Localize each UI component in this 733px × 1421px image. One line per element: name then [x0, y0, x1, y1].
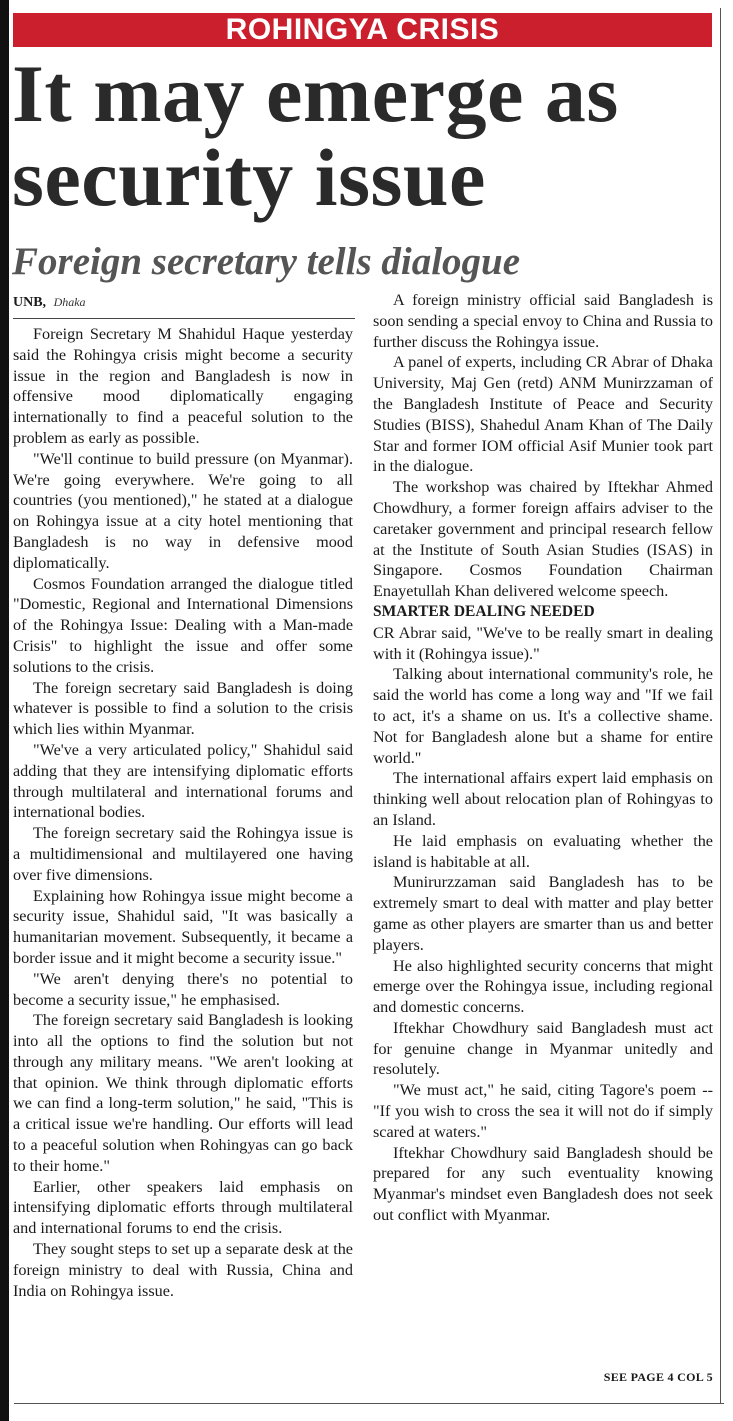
paragraph: "We must act," he said, citing Tagore's poem -- "If you wish to cross the sea it will not do if simply scared at waters." [373, 1081, 713, 1141]
paragraph: "We'll continue to build pressure (on Myanmar). We're going everywhere. We're going to all countries (you mentioned)," he stated at a dialogue on Rohingya issue at a city hotel mentioning that Bangladesh is no way in defensive mood diplomatically. [13, 449, 353, 572]
paragraph: "We've a very articulated policy," Shahidul said adding that they are intensifying diplomatic efforts through multilateral and international forums and international bodies. [13, 740, 353, 822]
paragraph: The foreign secretary said Bangladesh is looking into all the options to find the solution but not through any military means. "We aren't looking at that opinion. We think through diplomatic efforts we can find a long-term solution," he said, "This is a critical issue we're handling. Our efforts will lead to a peaceful solution when Rohingyas can go back to their home." [13, 1011, 353, 1175]
paragraph: Iftekhar Chowdhury said Bangladesh should be prepared for any such eventuality knowing Myanmar's mindset even Bangladesh does not seek out conflict with Myanmar. [373, 1143, 713, 1225]
paragraph: Cosmos Foundation arranged the dialogue titled "Domestic, Regional and International Dimensions of the Rohingya Issue: Dealing with a Man-made Crisis" to highlight the issue and offer some solutions to the crisis. [13, 574, 353, 676]
paragraph: Munirurzzaman said Bangladesh has to be extremely smart to deal with matter and play better game as other players are smarter than us and better players. [373, 873, 713, 954]
byline-agency: UNB, [13, 295, 47, 310]
article-column-1 [13, 324, 353, 1301]
continued-jump-line[interactable]: SEE PAGE 4 COL 5 [603, 1370, 713, 1384]
headline: It may emerge as security issue [12, 48, 619, 223]
paragraph: Explaining how Rohingya issue might become a security issue, Shahidul said, "It was basically a humanitarian movement. Subsequently, it became a border issue and it might become a security issue." [13, 886, 353, 967]
section-kicker: ROHINGYA CRISIS [13, 13, 712, 47]
paragraph: A foreign ministry official said Bangladesh is soon sending a special envoy to China and Russia to further discuss the Rohingya issue. [373, 291, 713, 351]
paragraph: Earlier, other speakers laid emphasis on intensifying diplomatic efforts through multilateral and international forums to end the crisis. [13, 1177, 353, 1238]
paragraph: The foreign secretary said the Rohingya issue is a multidimensional and multilayered one having over five dimensions. [13, 824, 353, 884]
bottom-rule [14, 1403, 724, 1404]
paragraph: He laid emphasis on evaluating whether the island is habitable at all. [373, 831, 713, 871]
paragraph: A panel of experts, including CR Abrar of Dhaka University, Maj Gen (retd) ANM Munirzzaman of the Bangladesh Institute of Peace and Security Studies (BISS), Shahedul Anam Khan of The Daily Star and former IOM official Asif Munier took part in the dialogue. [373, 353, 713, 476]
paragraph: The international affairs expert laid emphasis on thinking well about relocation plan of Rohingyas to an Island. [373, 769, 713, 829]
paragraph: "We aren't denying there's no potential to become a security issue," he emphasised. [13, 969, 353, 1009]
paragraph: The workshop was chaired by Iftekhar Ahmed Chowdhury, a former foreign affairs adviser to the caretaker government and principal research fellow at the Institute of South Asian Studies (ISAS) in Singapore. Cosmos Foundation Chairman Enayetullah Khan delivered welcome speech. [373, 478, 713, 601]
paragraph: CR Abrar said, "We've to be really smart in dealing with it (Rohingya issue)." [373, 623, 713, 663]
paragraph: He also highlighted security concerns that might emerge over the Rohingya issue, including regional and domestic concerns. [373, 956, 713, 1017]
paragraph: They sought steps to set up a separate desk at the foreign ministry to deal with Russia, China and India on Rohingya issue. [13, 1240, 353, 1300]
paragraph: Iftekhar Chowdhury said Bangladesh must act for genuine change in Myanmar unitedly and resolutely. [373, 1018, 713, 1079]
paragraph: Foreign Secretary M Shahidul Haque yesterday said the Rohingya crisis might become a security issue in the region and Bangladesh is now in offensive mood diplomatically engaging internationally to find a peaceful solution to the problem as early as possible. [13, 325, 353, 447]
byline-rule [13, 318, 355, 319]
paragraph: The foreign secretary said Bangladesh is doing whatever is possible to find a solution to the crisis which lies within Myanmar. [13, 678, 353, 739]
left-margin-bar [0, 0, 9, 1421]
section-subhead: SMARTER DEALING NEEDED [373, 602, 595, 620]
subheadline: Foreign secretary tells dialogue [12, 240, 521, 283]
byline-dateline: Dhaka [53, 295, 86, 309]
byline [13, 295, 86, 311]
paragraph: Talking about international community's role, he said the world has come a long way and "If we fail to act, it's a shame on us. It's a collective shame. Not for Bangladesh alone but a shame for entire world." [373, 665, 713, 767]
article-column-2 [373, 290, 713, 1226]
right-column-rule [720, 8, 721, 1403]
